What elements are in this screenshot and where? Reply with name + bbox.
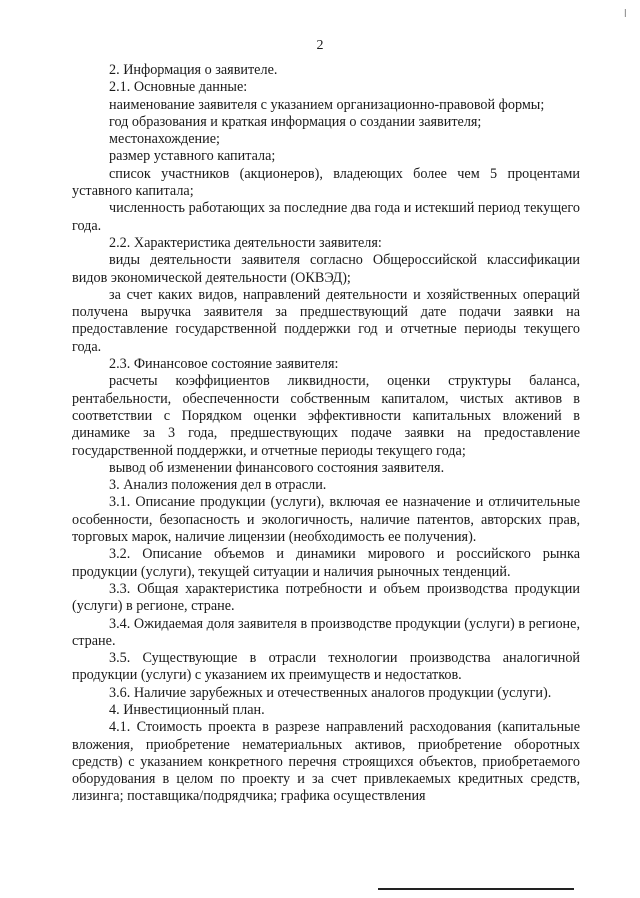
page-number: 2 [316, 38, 324, 53]
paragraph: 3.2. Описание объемов и динамики мирового и российского рынка продукции (услуги), текущей ситуации и наличия рыночных тенденций. [72, 546, 580, 580]
paragraph: местонахождение; [109, 131, 220, 148]
paragraph: 2. Информация о заявителе. [109, 62, 278, 78]
paragraph: виды деятельности заявителя согласно Общероссийской классификации видов экономической деятельности (ОКВЭД); [72, 252, 580, 286]
paragraph: численность работающих за последние два года и истекший период текущего года. [72, 200, 580, 234]
document-body [72, 62, 580, 806]
bottom-rule [378, 888, 574, 890]
paragraph: 3.4. Ожидаемая доля заявителя в производстве продукции (услуги) в регионе, стране. [72, 615, 580, 649]
paragraph: 3.6. Наличие зарубежных и отечественных аналогов продукции (услуги). [109, 684, 552, 701]
paragraph: год образования и краткая информация о создании заявителя; [109, 113, 482, 130]
paragraph: 3.5. Существующие в отрасли технологии производства аналогичной продукции (услуги) с указанием их преимуществ и недостатков. [72, 650, 580, 684]
paragraph: 2.3. Финансовое состояние заявителя: [109, 356, 339, 373]
paragraph: расчеты коэффициентов ликвидности, оценки структуры баланса, рентабельности, обеспеченности собственным капиталом, чистых активов в соответствии с Порядком оценки эффективности капитальных вложений в динамике за 3 года, предшествующих подаче заявки на предоставление государственной поддержки, и отчетные периоды текущего года; [72, 373, 580, 459]
paragraph: 3. Анализ положения дел в отрасли. [109, 477, 327, 494]
paragraph: вывод об изменении финансового состояния заявителя. [109, 459, 445, 476]
paragraph: 3.1. Описание продукции (услуги), включая ее назначение и отличительные особенности, безопасность и экологичность, наличие патентов, авторских прав, торговых марок, наличие лицензии (необходимость ее получения). [72, 494, 580, 546]
paragraph: 2.1. Основные данные: [109, 79, 248, 96]
paragraph: 4.1. Стоимость проекта в разрезе направлений расходования (капитальные вложения, приобретение нематериальных активов, приобретение оборотных средств) с указанием конкретного перечня строящихся объектов, приобретаемого оборудования в целом по проекту и за счет привлекаемых кредитных средств, лизинга; поставщика/подрядчика; графика осуществления [72, 719, 580, 805]
paragraph: наименование заявителя с указанием организационно-правовой формы; [109, 96, 545, 113]
corner-mark: ǀ [624, 6, 627, 20]
paragraph: список участников (акционеров), владеющих более чем 5 процентами уставного капитала; [72, 165, 580, 200]
paragraph: за счет каких видов, направлений деятельности и хозяйственных операций получена выручка заявителя за предшествующий дате подачи заявки на предоставление государственной поддержки год и отчетные периоды текущего года. [72, 286, 580, 355]
paragraph: 4. Инвестиционный план. [109, 701, 265, 718]
paragraph: 2.2. Характеристика деятельности заявителя: [109, 234, 382, 251]
paragraph: размер уставного капитала; [109, 148, 276, 165]
paragraph: 3.3. Общая характеристика потребности и объем производства продукции (услуги) в регионе, стране. [72, 580, 580, 615]
